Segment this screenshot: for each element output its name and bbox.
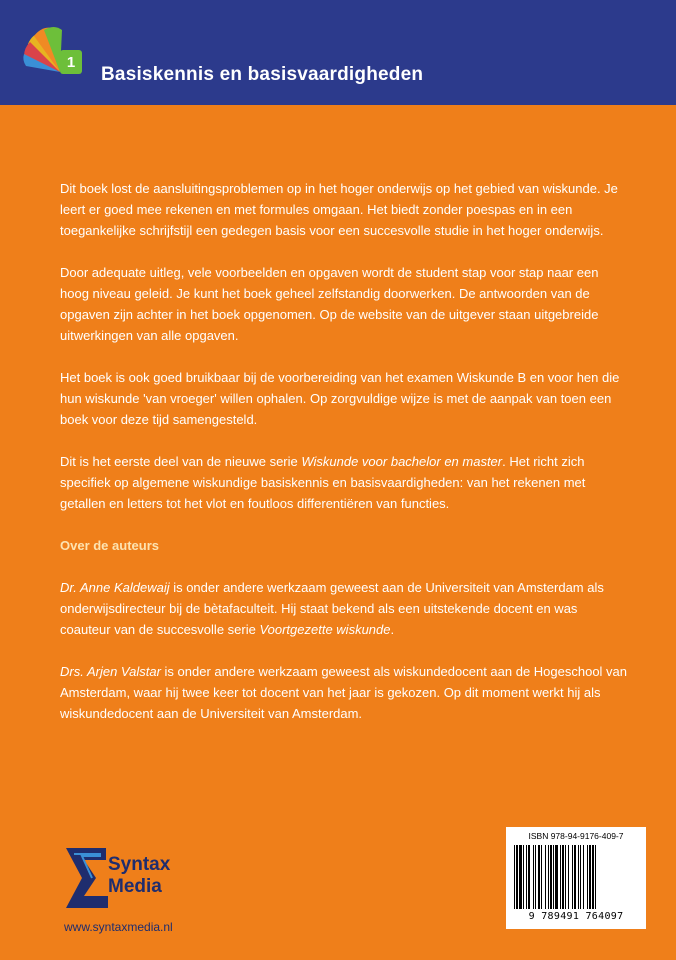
author-1-bio — [60, 577, 630, 640]
sigma-icon — [64, 846, 112, 910]
author-1-end: . — [390, 622, 395, 637]
publisher-name-line-1: Syntax — [108, 854, 171, 875]
author-2-bio — [60, 661, 630, 724]
author-1-text: is onder andere werkzaam geweest aan de Universiteit van Amsterdam als onderwijsdirecteur bij de bètafaculteit. Hij staat bekend als een uitstekende docent en was coauteur van de succesvolle serie — [60, 580, 604, 637]
blurb-paragraph-1: Dit boek lost de aansluitingsproblemen op in het hoger onderwijs op het gebied van wiskunde. Je leert er goed mee rekenen en met formules omgaan. Het biedt zonder poespas en in een toegankelijke schrijfstijl een gedegen basis voor een succesvolle studie in het hoger onderwijs. — [60, 181, 618, 238]
blurb-paragraph-4 — [60, 451, 630, 514]
series-title: Basiskennis en basisvaardigheden — [101, 64, 424, 85]
author-2-name: Drs. Arjen Valstar — [60, 664, 161, 679]
series-header-band — [0, 0, 676, 105]
author-1-series: Voortgezette wiskunde — [259, 622, 391, 637]
p4-text-end: . Het richt zich specifiek op algemene wiskundige basiskennis en basisvaardigheden: van het rekenen met getallen en letters tot het vlot en foutloos differentiëren van functies. — [60, 454, 586, 511]
barcode-digits: 9 789491 764097 — [528, 911, 624, 922]
publisher-name — [108, 854, 170, 898]
authors-heading: Over de auteurs — [60, 538, 159, 553]
author-1-name: Dr. Anne Kaldewaij — [60, 580, 170, 595]
volume-number-badge: 1 — [60, 50, 82, 74]
blurb-paragraph-3: Het boek is ook goed bruikbaar bij de voorbereiding van het examen Wiskunde B en voor hen die hun wiskunde 'van vroeger' willen ophalen. Op zorgvuldige wijze is met de aanpak van toen een boek voor deze tijd samengesteld. — [60, 370, 620, 427]
publisher-name-line-2: Media — [108, 876, 162, 897]
barcode-bars-icon — [514, 845, 638, 909]
publisher-logo — [64, 846, 234, 936]
isbn-barcode — [506, 827, 646, 929]
back-cover-text — [60, 178, 630, 724]
author-2-text: is onder andere werkzaam geweest als wiskundedocent aan de Hogeschool van Amsterdam, waar hij twee keer tot docent van het jaar is gekozen. Op dit moment werkt hij als wiskundedocent aan de Universiteit van Amsterdam. — [60, 664, 628, 721]
blurb-paragraph-2: Door adequate uitleg, vele voorbeelden en opgaven wordt de student stap voor stap naar een hoog niveau geleid. Je kunt het boek geheel zelfstandig doorwerken. De antwoorden van de opgaven zijn achter in het boek opgenomen. Op de website van de uitgever staan uitgebreide uitwerkingen van alle opgaven. — [60, 265, 599, 343]
p4-text-start: Dit is het eerste deel van de nieuwe serie — [60, 454, 302, 469]
isbn-label: ISBN 978-94-9176-409-7 — [528, 831, 624, 841]
series-name-italic: Wiskunde voor bachelor en master — [301, 454, 503, 469]
publisher-url: www.syntaxmedia.nl — [64, 920, 173, 934]
